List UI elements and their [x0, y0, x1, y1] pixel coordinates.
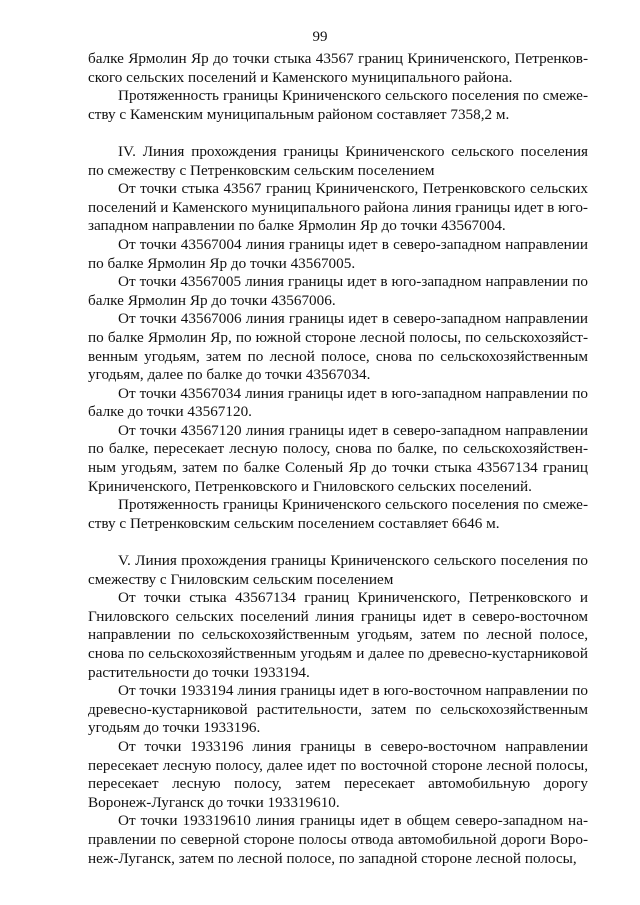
section-heading-v: V. Линия прохождения границы Криниченского сельского поселения по смежеству с Гниловским сельским поселением	[88, 552, 588, 588]
page-number: 99	[312, 29, 328, 45]
paragraph: От точки стыка 43567134 границ Криниченского, Петренковского и Гниловского сельских поселений линия границы идет в северо-восточном направлении по сельскохозяйственным угодьям, затем по лесной полосе, снова по сельскохозяйственным угодьям и далее по древесно-кустарниковой растительности до точки 1933194.	[88, 589, 588, 681]
section-gap	[88, 533, 588, 552]
paragraph: От точки 43567034 линия границы идет в юго-западном направлении по балке до точки 43567120.	[88, 384, 588, 421]
paragraph: Протяженность границы Криниченского сельского поселения по смежеству с Каменским муниципальным районом составляет 7358,2 м.	[88, 87, 588, 123]
paragraph: От точки 193319610 линия границы идет в общем северо-западном направлении по северной стороне полосы отвода автомобильной дороги Воронеж-Луганск, затем по лесной полосе, по западной стороне лесной полосы,	[88, 812, 588, 867]
paragraph: От точки 43567120 линия границы идет в северо-западном направлении по балке, пересекает лесную полосу, снова по балке, по сельскохозяйственным угодьям, затем по балке Соленый Яр до точки стыка 43567134 границ Криниченского, Петренковского и Гниловского сельских поселений.	[88, 421, 588, 495]
paragraph: От точки 1933196 линия границы в северо-восточном направлении пересекает лесную полосу, далее идет по восточной стороне лесной полосы, пересекает лесную полосу, затем пересекает автомобильную дорогу Воронеж-Луганск до точки 193319610.	[88, 737, 588, 811]
section-gap	[88, 124, 588, 143]
paragraph-continuation: балке Ярмолин Яр до точки стыка 43567 границ Криниченского, Петренковского сельских поселений и Каменского муниципального района.	[88, 50, 588, 86]
paragraph: От точки 43567004 линия границы идет в северо-западном направлении по балке Ярмолин Яр до точки 43567005.	[88, 235, 588, 272]
paragraph: От точки 43567006 линия границы идет в северо-западном направлении по балке Ярмолин Яр, по южной стороне лесной полосы, по сельскохозяйственным угодьям, затем по лесной полосе, снова по сельскохозяйственным угодьям, далее по балке до точки 43567034.	[88, 310, 588, 384]
paragraph: От точки стыка 43567 границ Криниченского, Петренковского сельских поселений и Каменского муниципального района линия границы идет в юго-западном направлении по балке Ярмолин Яр до точки 43567004.	[88, 180, 588, 235]
paragraph: От точки 43567005 линия границы идет в юго-западном направлении по балке Ярмолин Яр до точки 43567006.	[88, 273, 588, 309]
document-body	[88, 50, 588, 868]
paragraph: Протяженность границы Криниченского сельского поселения по смежеству с Петренковским сельским поселением составляет 6646 м.	[88, 496, 588, 532]
paragraph: От точки 1933194 линия границы идет в юго-восточном направлении по древесно-кустарниковой растительности, затем по сельскохозяйственным угодьям до точки 1933196.	[88, 682, 588, 737]
section-heading-iv: IV. Линия прохождения границы Криниченского сельского поселения по смежеству с Петренковским сельским поселением	[88, 142, 588, 179]
